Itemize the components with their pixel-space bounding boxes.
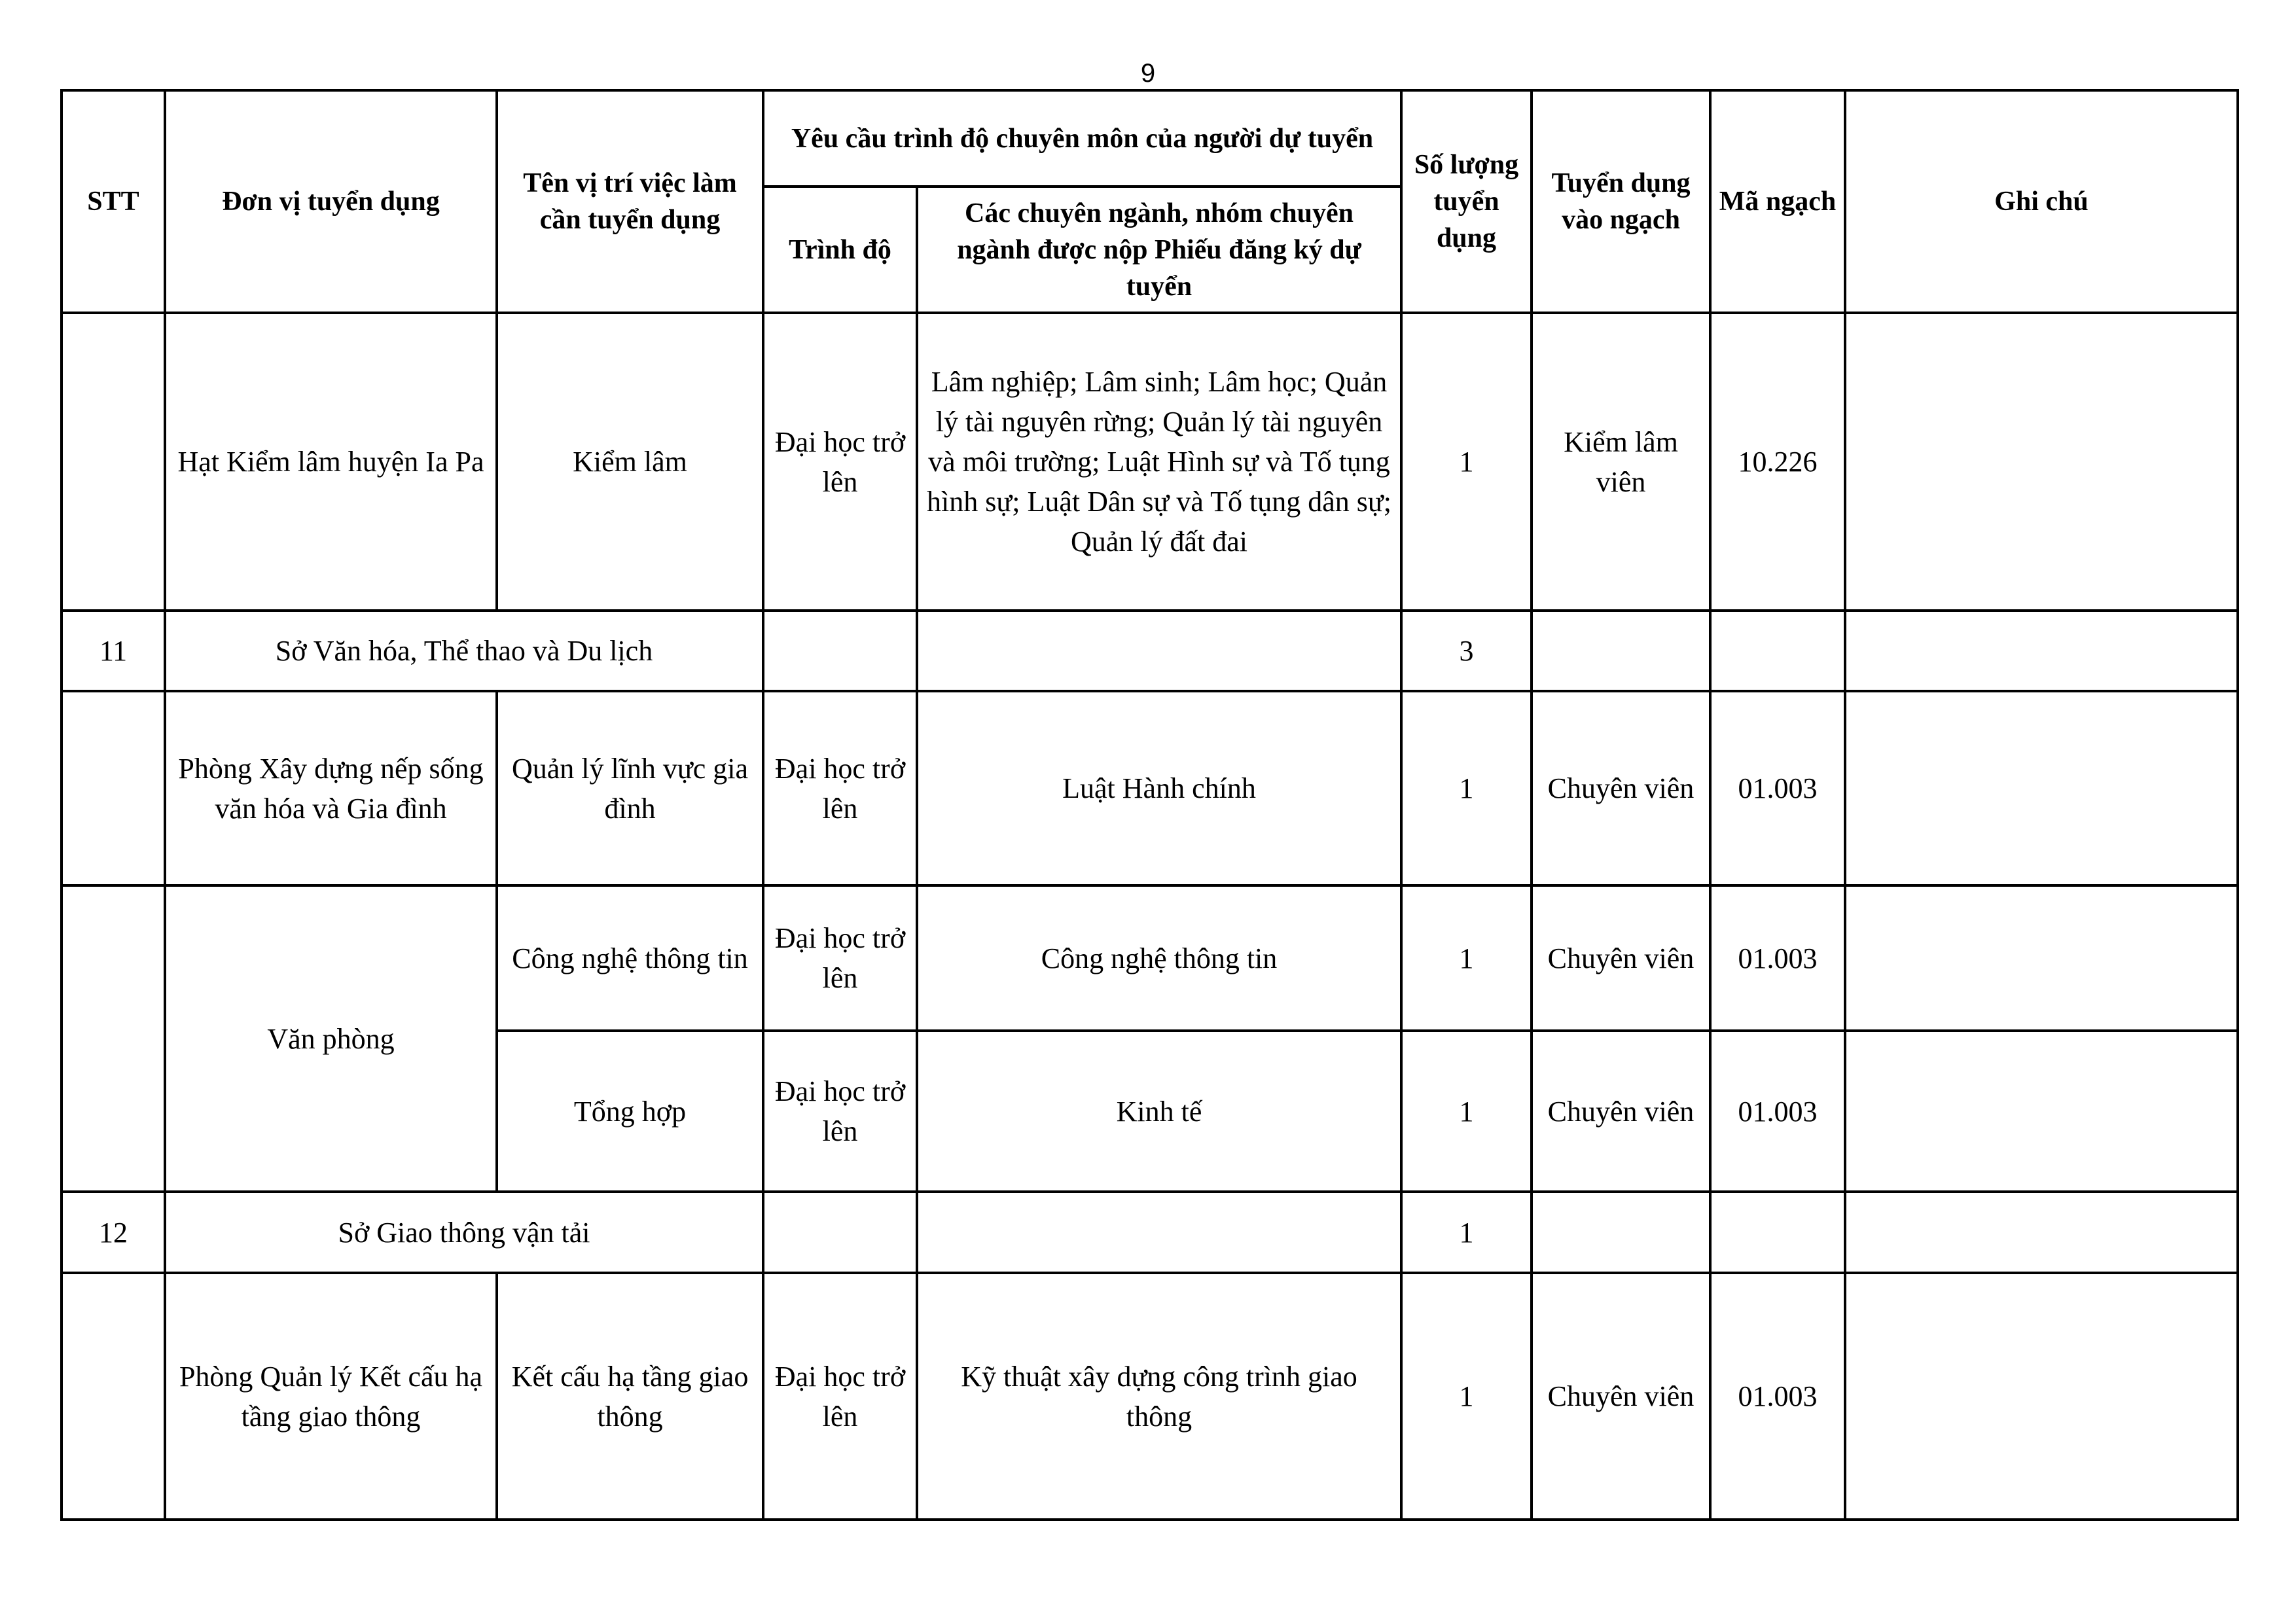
header-stt: STT (62, 90, 165, 313)
cell-stt (62, 1273, 165, 1520)
cell-chuyen-nganh: Công nghệ thông tin (917, 885, 1401, 1031)
cell-vi-tri: Kiểm lâm (497, 313, 763, 611)
cell-ghi-chu (1845, 1273, 2238, 1520)
cell-ghi-chu (1845, 313, 2238, 611)
cell-don-vi: Phòng Xây dựng nếp sống văn hóa và Gia đình (165, 691, 497, 885)
cell-ma-ngach (1710, 1192, 1845, 1273)
cell-vi-tri: Công nghệ thông tin (497, 885, 763, 1031)
cell-ngach: Chuyên viên (1532, 691, 1710, 885)
cell-ma-ngach: 01.003 (1710, 1273, 1845, 1520)
table-row (62, 313, 2238, 611)
cell-don-vi: Phòng Quản lý Kết cấu hạ tầng giao thông (165, 1273, 497, 1520)
cell-trinh-do: Đại học trở lên (763, 885, 917, 1031)
header-trinh-do: Trình độ (763, 187, 917, 313)
cell-ma-ngach: 10.226 (1710, 313, 1845, 611)
cell-trinh-do: Đại học trở lên (763, 313, 917, 611)
cell-ma-ngach (1710, 611, 1845, 691)
group-so-luong: 1 (1401, 1192, 1532, 1273)
cell-so-luong: 1 (1401, 313, 1532, 611)
table-row (62, 885, 2238, 1031)
cell-don-vi: Hạt Kiểm lâm huyện Ia Pa (165, 313, 497, 611)
cell-ma-ngach: 01.003 (1710, 885, 1845, 1031)
cell-chuyen-nganh (917, 1192, 1401, 1273)
group-stt: 12 (62, 1192, 165, 1273)
cell-trinh-do (763, 611, 917, 691)
cell-ghi-chu (1845, 1031, 2238, 1192)
cell-vi-tri: Kết cấu hạ tầng giao thông (497, 1273, 763, 1520)
cell-trinh-do (763, 1192, 917, 1273)
cell-chuyen-nganh (917, 611, 1401, 691)
cell-so-luong: 1 (1401, 1273, 1532, 1520)
cell-trinh-do: Đại học trở lên (763, 691, 917, 885)
cell-chuyen-nganh: Luật Hành chính (917, 691, 1401, 885)
table-row (62, 1273, 2238, 1520)
cell-stt (62, 313, 165, 611)
cell-ngach: Chuyên viên (1532, 1273, 1710, 1520)
group-stt: 11 (62, 611, 165, 691)
group-so-luong: 3 (1401, 611, 1532, 691)
cell-stt (62, 885, 165, 1192)
cell-ma-ngach: 01.003 (1710, 691, 1845, 885)
cell-ngach (1532, 611, 1710, 691)
cell-ghi-chu (1845, 1192, 2238, 1273)
group-row-11 (62, 611, 2238, 691)
header-so-luong: Số lượng tuyển dụng (1401, 90, 1532, 313)
cell-ghi-chu (1845, 885, 2238, 1031)
cell-trinh-do: Đại học trở lên (763, 1273, 917, 1520)
cell-vi-tri: Tổng hợp (497, 1031, 763, 1192)
group-row-12 (62, 1192, 2238, 1273)
header-chuyen-nganh: Các chuyên ngành, nhóm chuyên ngành được nộp Phiếu đăng ký dự tuyển (917, 187, 1401, 313)
cell-so-luong: 1 (1401, 691, 1532, 885)
header-row-1 (62, 90, 2238, 187)
header-ngach: Tuyển dụng vào ngạch (1532, 90, 1710, 313)
page-number: 9 (1140, 59, 1156, 88)
recruitment-table (60, 89, 2239, 1521)
cell-so-luong: 1 (1401, 885, 1532, 1031)
group-name: Sở Văn hóa, Thể thao và Du lịch (165, 611, 763, 691)
header-ma-ngach: Mã ngạch (1710, 90, 1845, 313)
cell-chuyen-nganh: Kỹ thuật xây dựng công trình giao thông (917, 1273, 1401, 1520)
header-don-vi: Đơn vị tuyển dụng (165, 90, 497, 313)
cell-ngach: Chuyên viên (1532, 885, 1710, 1031)
cell-don-vi: Văn phòng (165, 885, 497, 1192)
cell-chuyen-nganh: Kinh tế (917, 1031, 1401, 1192)
cell-ghi-chu (1845, 611, 2238, 691)
cell-ngach: Chuyên viên (1532, 1031, 1710, 1192)
header-ghi-chu: Ghi chú (1845, 90, 2238, 313)
cell-ngach: Kiểm lâm viên (1532, 313, 1710, 611)
header-yeu-cau: Yêu cầu trình độ chuyên môn của người dự tuyển (763, 90, 1401, 187)
cell-stt (62, 691, 165, 885)
cell-so-luong: 1 (1401, 1031, 1532, 1192)
header-vi-tri: Tên vị trí việc làm cần tuyển dụng (497, 90, 763, 313)
cell-chuyen-nganh: Lâm nghiệp; Lâm sinh; Lâm học; Quản lý tài nguyên rừng; Quản lý tài nguyên và môi trường; Luật Hình sự và Tố tụng hình sự; Luật Dân sự và Tố tụng dân sự; Quản lý đất đai (917, 313, 1401, 611)
table-row (62, 691, 2238, 885)
cell-ghi-chu (1845, 691, 2238, 885)
group-name: Sở Giao thông vận tải (165, 1192, 763, 1273)
cell-ngach (1532, 1192, 1710, 1273)
cell-ma-ngach: 01.003 (1710, 1031, 1845, 1192)
cell-vi-tri: Quản lý lĩnh vực gia đình (497, 691, 763, 885)
cell-trinh-do: Đại học trở lên (763, 1031, 917, 1192)
